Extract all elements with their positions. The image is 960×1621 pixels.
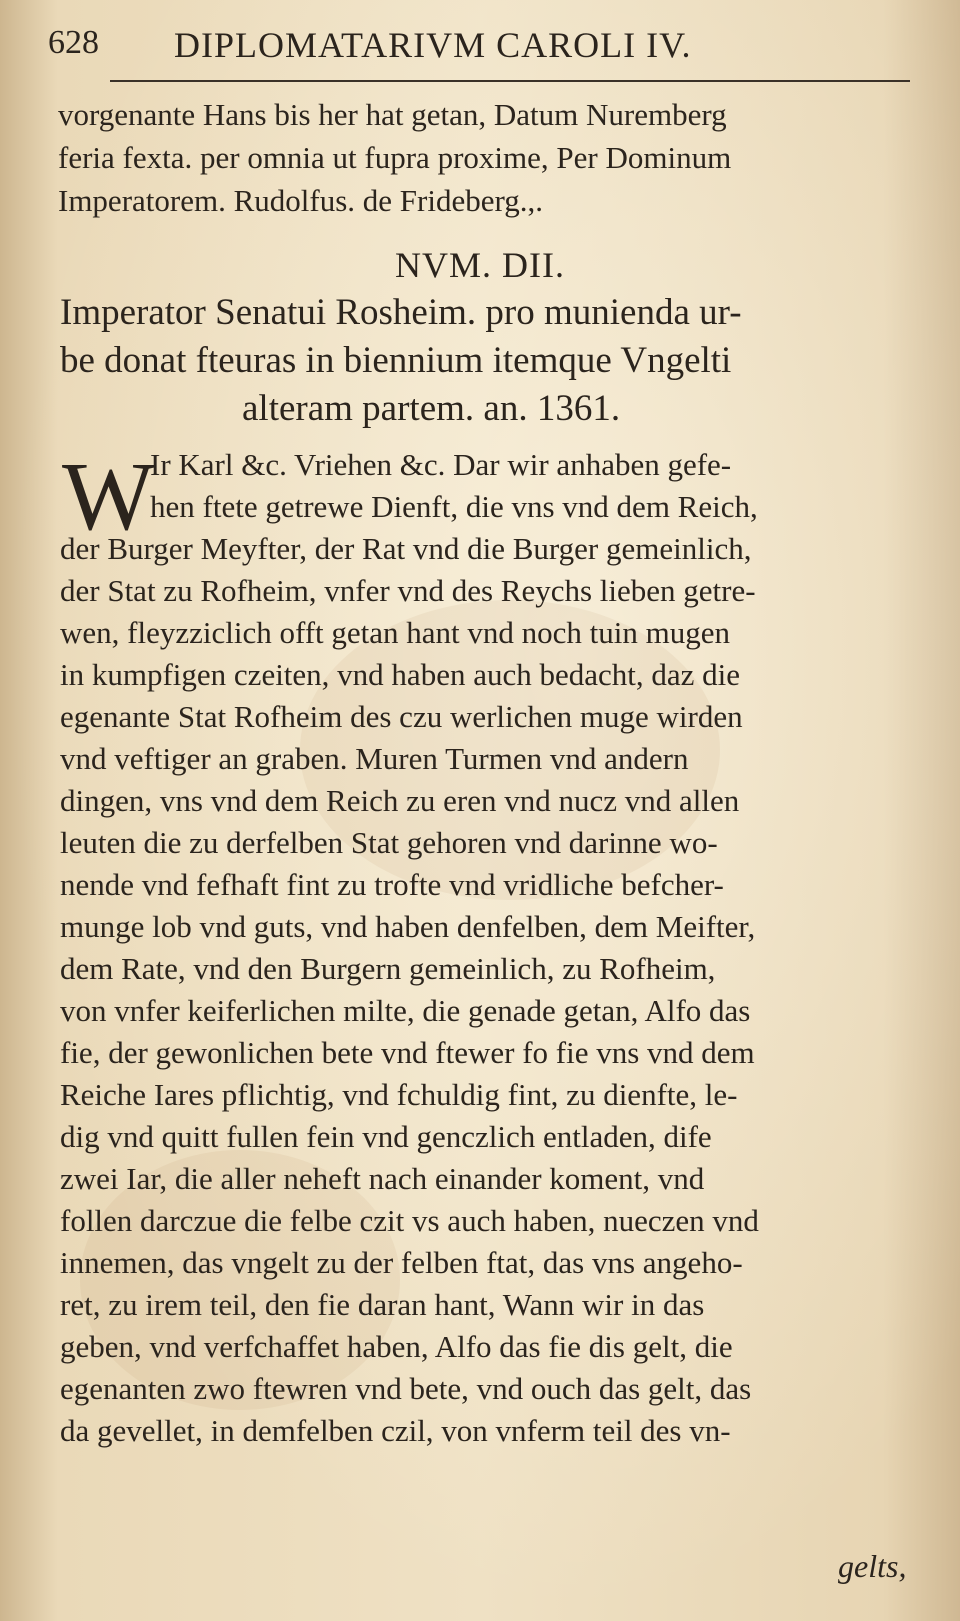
document-number: NVM. DII. — [395, 245, 565, 285]
document-title-line: alteram partem. an. 1361. — [242, 388, 621, 429]
body-line: der Burger Meyfter, der Rat vnd die Burger gemeinlich, — [60, 531, 752, 566]
body-line: dem Rate, vnd den Burgern gemeinlich, zu Rofheim, — [60, 951, 716, 986]
body-line: follen darczue die felbe czit vs auch haben, nueczen vnd — [60, 1203, 759, 1238]
body-line: wen, fleyzziclich offt getan hant vnd noch tuin mugen — [60, 615, 731, 650]
intro-line: vorgenante Hans bis her hat getan, Datum Nuremberg — [58, 97, 727, 132]
body-line: der Stat zu Rofheim, vnfer vnd des Reychs lieben getre- — [60, 573, 756, 608]
intro-line: Imperatorem. Rudolfus. de Frideberg.,. — [58, 183, 543, 218]
body-line: innemen, das vngelt zu der felben ftat, das vns angeho- — [60, 1245, 743, 1280]
body-line: leuten die zu derfelben Stat gehoren vnd darinne wo- — [60, 825, 718, 860]
page-number: 628 — [48, 24, 99, 61]
catchword: gelts, — [838, 1548, 907, 1584]
body-line: nende vnd fefhaft fint zu trofte vnd vridliche befcher- — [60, 867, 724, 902]
body-line: hen ftete getrewe Dienft, die vns vnd dem Reich, — [150, 489, 758, 524]
body-line: in kumpfigen czeiten, vnd haben auch bedacht, daz die — [60, 657, 741, 692]
body-line: egenanten zwo ftewren vnd bete, vnd ouch das gelt, das — [60, 1371, 752, 1406]
body-line: vnd veftiger an graben. Muren Turmen vnd andern — [60, 741, 689, 776]
body-line: Ir Karl &c. Vriehen &c. Dar wir anhaben gefe- — [150, 447, 732, 482]
body-line: dig vnd quitt fullen fein vnd genczlich entladen, dife — [60, 1119, 712, 1154]
body-line: von vnfer keiferlichen milte, die genade getan, Alfo das — [60, 993, 751, 1028]
body-line: Reiche Iares pflichtig, vnd fchuldig fint, zu dienfte, le- — [60, 1077, 738, 1112]
body-line: dingen, vns vnd dem Reich zu eren vnd nucz vnd allen — [60, 783, 740, 818]
body-line: ret, zu irem teil, den fie daran hant, Wann wir in das — [60, 1287, 705, 1322]
body-line: fie, der gewonlichen bete vnd ftewer fo fie vns vnd dem — [60, 1035, 755, 1070]
document-title-line: Imperator Senatui Rosheim. pro munienda ur- — [60, 292, 742, 333]
intro-line: feria fexta. per omnia ut fupra proxime, Per Dominum — [58, 140, 732, 175]
body-line: geben, vnd verfchaffet haben, Alfo das fie dis gelt, die — [60, 1329, 733, 1364]
document-title-line: be donat fteuras in biennium itemque Vngelti — [60, 340, 732, 381]
running-title: DIPLOMATARIVM CAROLI IV. — [174, 25, 692, 65]
drop-cap: W — [62, 443, 155, 551]
body-line: egenante Stat Rofheim des czu werlichen muge wirden — [60, 699, 743, 734]
body-line: da gevellet, in demfelben czil, von vnferm teil des vn- — [60, 1413, 731, 1448]
body-line: munge lob vnd guts, vnd haben denfelben, dem Meifter, — [60, 909, 756, 944]
body-line: zwei Iar, die aller neheft nach einander koment, vnd — [60, 1161, 705, 1196]
